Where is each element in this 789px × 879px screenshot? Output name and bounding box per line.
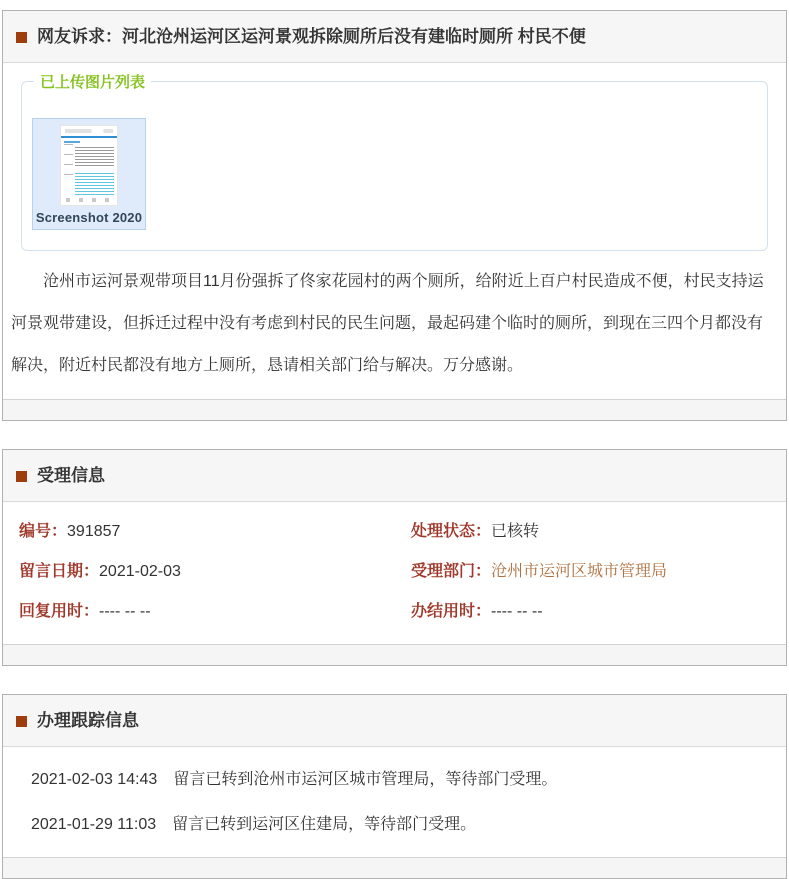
uploaded-image-thumbnail[interactable] [32,118,146,230]
tracking-entry-time: 2021-01-29 11:03 [31,816,157,833]
mini-blue-label [64,141,80,143]
mini-toolbar-icons [66,198,112,202]
mini-gray-paragraph [75,147,114,168]
field-reply-duration: 回复用时：---- -- -- [19,603,151,620]
acceptance-fields [3,502,786,644]
tracking-card-header [3,695,786,747]
mini-blue-divider [61,136,117,138]
complaint-card-header [3,11,786,63]
acceptance-card-footer [3,644,786,665]
complaint-title: 网友诉求：河北沧州运河区运河景观拆除厕所后没有建临时厕所 村民不便 [37,27,586,46]
acceptance-card-header [3,450,786,502]
acceptance-card [2,449,787,666]
tracking-title: 办理跟踪信息 [37,711,139,730]
field-status: 处理状态：已核转 [411,523,540,540]
field-completion-duration: 办结用时：---- -- -- [411,603,543,620]
tracking-entry-time: 2021-02-03 14:43 [31,771,158,788]
field-message-date: 留言日期：2021-02-03 [19,563,181,580]
tracking-card-footer [3,857,786,878]
section-bullet-icon [16,32,27,43]
field-accepting-department: 受理部门：沧州市运河区城市管理局 [411,563,668,580]
tracking-entry [31,757,786,802]
uploaded-images-fieldset [21,71,768,251]
field-number: 编号：391857 [19,523,121,540]
tracking-entry [31,802,786,847]
uploaded-image-preview [60,125,118,206]
tracking-card [2,694,787,879]
mini-cyan-paragraph [75,173,114,197]
uploaded-image-caption: Screenshot 2020 [35,210,143,225]
complaint-card-footer [3,399,786,420]
tracking-entry-text: 留言已转到运河区住建局，等待部门受理。 [172,816,477,833]
complaint-card-body [3,71,786,399]
complaint-body-text: 沧州市运河景观带项目11月份强拆了佟家花园村的两个厕所，给附近上百户村民造成不便，村民支持运河景观带建设，但拆迁过程中没有考虑到村民的民生问题，最起码建个临时的厕所，到现在三四个月都没有解决，附近村民都没有地方上厕所，恳请相关部门给与解决。万分感谢。 [11,273,764,374]
section-bullet-icon [16,471,27,482]
section-bullet-icon [16,716,27,727]
complaint-card [2,10,787,421]
mini-left-labels [64,144,73,184]
acceptance-title: 受理信息 [37,466,105,485]
tracking-list [3,747,786,857]
mini-searchbar [65,129,113,133]
uploaded-images-legend: 已上传图片列表 [40,74,146,91]
tracking-entry-text: 留言已转到沧州市运河区城市管理局，等待部门受理。 [173,771,558,788]
